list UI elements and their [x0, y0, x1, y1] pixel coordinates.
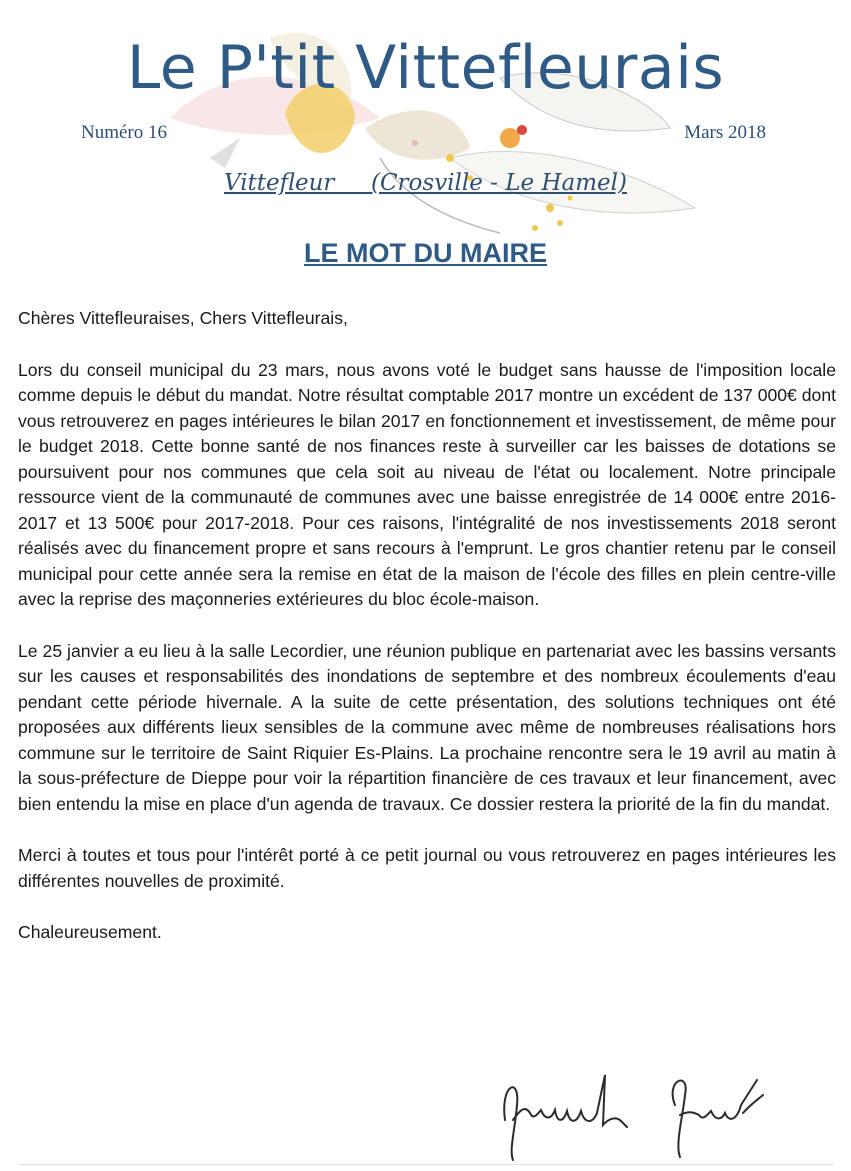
page-divider: [18, 1164, 833, 1165]
issue-number: Numéro 16: [81, 122, 168, 143]
issue-date: Mars 2018: [684, 122, 766, 143]
letter-paragraph: Merci à toutes et tous pour l'intérêt porté à ce petit journal ou vous retrouverez en pages intérieures les différentes nouvelles de proximité.: [18, 845, 836, 891]
section-heading: LE MOT DU MAIRE: [304, 238, 547, 268]
village-name: Vittefleur (Crosville - Le Hamel): [224, 170, 627, 196]
newsletter-title: Le P'tit Vittefleurais: [126, 33, 725, 103]
letter-closing: Chaleureusement.: [18, 922, 162, 942]
mayor-letter: [18, 306, 836, 972]
letter-paragraph: Lors du conseil municipal du 23 mars, nous avons voté le budget sans hausse de l'imposition locale comme depuis le début du mandat. Notre résultat comptable 2017 montre un excédent de 137 000€ dont vous retrouverez en pages intérieures le bilan 2017 en fonctionnement et investissement, de même pour le budget 2018. Cette bonne santé de nos finances reste à surveiller car les baisses de dotations se poursuivent pour nos communes que cela soit au niveau de l'état ou localement. Notre principale ressource vient de la communauté de communes avec une baisse enregistrée de 14 000€ entre 2016-2017 et 13 500€ pour 2017-2018. Pour ces raisons, l'intégralité de nos investissements 2018 seront réalisés avec du financement propre et sans recours à l'emprunt. Le gros chantier retenu par le conseil municipal pour cette année sera la remise en état de la maison de l'école des filles en plein centre-ville avec la reprise des maçonneries extérieures du bloc école-maison.: [18, 359, 836, 609]
mayor-signature: [495, 1065, 785, 1165]
letter-salutation: Chères Vittefleuraises, Chers Vittefleurais,: [18, 308, 348, 328]
letter-paragraph: Le 25 janvier a eu lieu à la salle Lecordier, une réunion publique en partenariat avec les bassins versants sur les causes et responsabilités des inondations de septembre et des nombreux écoulements d'eau pendant cette période hivernale. A la suite de cette présentation, des solutions techniques ont été proposées aux différents lieux sensibles de la commune avec même de nombreuses réalisations hors commune sur le territoire de Saint Riquier Es-Plains. La prochaine rencontre sera le 19 avril au matin à la sous-préfecture de Dieppe pour voir la répartition financière de ces travaux et leur financement, avec bien entendu la mise en place d'un agenda de travaux. Ce dossier restera la priorité de la fin du mandat.: [18, 640, 836, 814]
